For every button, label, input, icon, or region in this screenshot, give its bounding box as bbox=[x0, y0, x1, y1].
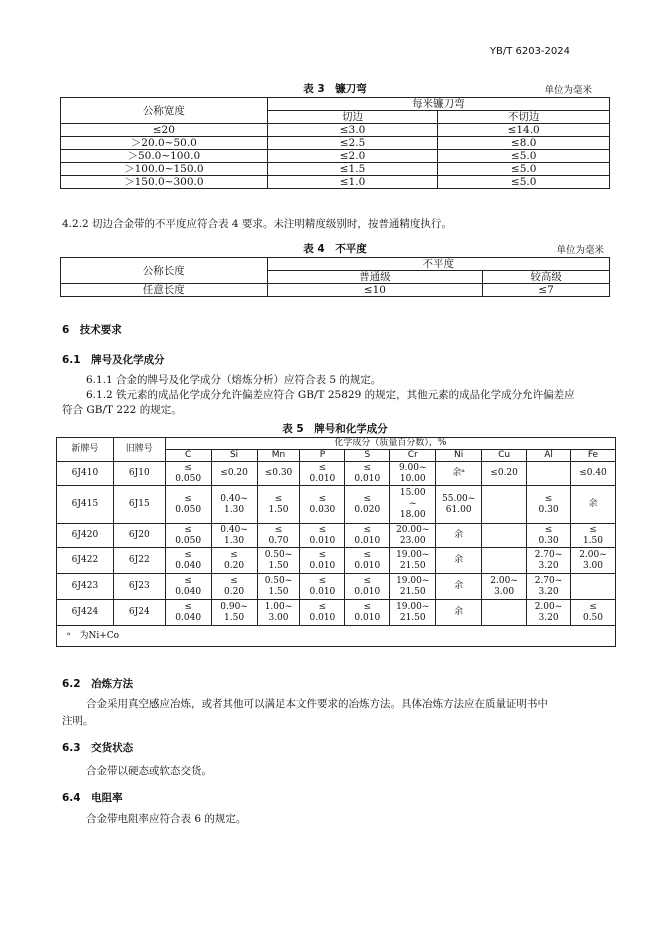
table5-cell-line: 余 bbox=[454, 530, 464, 540]
table5-cell bbox=[300, 524, 345, 548]
table3-cell: ≤20 bbox=[61, 124, 268, 137]
table3-cell: ≤3.0 bbox=[267, 124, 438, 137]
table5-cell bbox=[165, 462, 211, 486]
table-row bbox=[57, 524, 616, 548]
table5-element-header: Fe bbox=[570, 450, 615, 462]
table5-cell-line: ≤ bbox=[230, 575, 238, 586]
table5-cell-line: 3.00 bbox=[494, 586, 515, 597]
table5-cell-line: ≤ bbox=[184, 462, 192, 473]
table5-cell bbox=[570, 574, 615, 600]
table-row bbox=[57, 486, 616, 524]
table5-cell-line: ≤ bbox=[363, 524, 372, 535]
table4-sub-high: 较高级 bbox=[483, 271, 610, 284]
table5-cell bbox=[390, 462, 436, 486]
table5-cell-line: 余 bbox=[454, 555, 464, 565]
table5-cell bbox=[482, 486, 527, 524]
table5-cell-line: ≤ bbox=[184, 524, 192, 535]
table5-cell bbox=[257, 574, 300, 600]
table5-old-grade bbox=[113, 524, 165, 548]
table5-cell bbox=[211, 600, 257, 626]
table5-cell bbox=[390, 548, 436, 574]
table3-cell: ＞150.0~300.0 bbox=[61, 176, 268, 189]
clause-6-1-2-line2: 符合 GB/T 222 的规定。 bbox=[62, 404, 182, 416]
table4-sub-normal: 普通级 bbox=[267, 271, 483, 284]
table5-cell bbox=[527, 600, 571, 626]
table5-cell-line: 0.010 bbox=[354, 473, 381, 484]
table4-group-header: 不平度 bbox=[267, 258, 609, 271]
section-6-3-text: 合金带以硬态或软态交货。 bbox=[86, 765, 212, 777]
table5-cell-line: 0.010 bbox=[309, 612, 336, 623]
table5-cell-line: 余 bbox=[454, 607, 464, 617]
table5-cell-line: 0.50 bbox=[582, 612, 604, 623]
table5-cell bbox=[257, 524, 300, 548]
table5-cell-line: ≤ bbox=[363, 549, 372, 560]
table5-cell-line: ≤ bbox=[318, 601, 327, 612]
table5-group-header: 化学成分（质量百分数），% bbox=[165, 438, 615, 450]
table5-cell-line: ≤ bbox=[318, 524, 327, 535]
table3-sub-cut: 切边 bbox=[267, 111, 438, 124]
table5-cell-line: 0.30 bbox=[538, 504, 559, 515]
table3-col-width-header: 公称宽度 bbox=[61, 98, 268, 124]
table5-cell-text: 6J24 bbox=[128, 607, 150, 617]
table5-cell bbox=[570, 524, 615, 548]
table5-cell-line: ≤ bbox=[318, 493, 327, 504]
table3-unit: 单位为毫米 bbox=[544, 85, 592, 96]
table5-cell-text: 6J23 bbox=[128, 581, 150, 591]
table5-cell-line: 3.20 bbox=[538, 560, 559, 571]
section-6-1-heading: 6.1 牌号及化学成分 bbox=[62, 354, 165, 366]
table5-cell-line: 0.010 bbox=[354, 612, 381, 623]
table3-group-header: 每米镰刀弯 bbox=[267, 98, 609, 111]
table5-cell-text: 6J415 bbox=[71, 499, 99, 509]
table5-cell bbox=[482, 524, 527, 548]
table5-cell bbox=[345, 524, 390, 548]
table5-cell-text: 6J15 bbox=[128, 499, 150, 509]
table5-cell-line: 61.00 bbox=[445, 504, 472, 515]
table5-cell-line: ≤ bbox=[184, 575, 192, 586]
table5-cell bbox=[436, 486, 482, 524]
table5-cell-line: ~ bbox=[408, 499, 417, 509]
section-6-4-text: 合金带电阻率应符合表 6 的规定。 bbox=[86, 813, 247, 825]
table5-cell bbox=[482, 462, 527, 486]
table5-cell-text: 6J20 bbox=[128, 530, 150, 540]
table5-cell-line: 0.040 bbox=[175, 560, 202, 571]
table5-cell-line: 1.50 bbox=[582, 535, 604, 546]
table4 bbox=[60, 257, 610, 297]
table5-cell bbox=[300, 548, 345, 574]
table5-cell bbox=[211, 462, 257, 486]
table5-element-header: Si bbox=[211, 450, 257, 462]
table5-cell bbox=[570, 600, 615, 626]
table5-footnote: ᵃ 为Ni+Co bbox=[57, 626, 616, 647]
table5-cell bbox=[436, 462, 482, 486]
table5-cell-line: 21.50 bbox=[399, 560, 426, 571]
table3-cell: ≤14.0 bbox=[438, 124, 610, 137]
table5-cell-line: 10.00 bbox=[399, 473, 426, 484]
table5-cell-line: 0.040 bbox=[175, 586, 202, 597]
table5-cell-line: 0.040 bbox=[175, 612, 202, 623]
table5-cell-line: 2.00~ bbox=[490, 575, 518, 586]
table5-cell bbox=[257, 600, 300, 626]
clause-4-2-2: 4.2.2 切边合金带的不平度应符合表 4 要求。未注明精度级别时，按普通精度执行。 bbox=[62, 218, 452, 230]
table5-cell-line: 0.050 bbox=[175, 535, 202, 546]
table5-element-header: Cu bbox=[482, 450, 527, 462]
table5-cell bbox=[257, 486, 300, 524]
table5-cell-line: ≤ bbox=[363, 462, 372, 473]
table5-cell bbox=[527, 524, 571, 548]
table5-cell-line: 0.030 bbox=[309, 504, 336, 515]
table5-cell-line: 0.50~ bbox=[264, 575, 293, 586]
table5-cell-line: ≤ bbox=[589, 601, 597, 612]
table5-cell-line: ≤ bbox=[544, 493, 553, 504]
table4-cell: ≤7 bbox=[483, 284, 610, 297]
table5-cell-line: 0.050 bbox=[175, 504, 202, 515]
table5-cell bbox=[436, 524, 482, 548]
table5-cell bbox=[165, 548, 211, 574]
table3-caption: 表 3 镰刀弯 bbox=[303, 83, 367, 95]
table5-cell bbox=[165, 600, 211, 626]
table5-element-header: C bbox=[165, 450, 211, 462]
table5-cell-line: 0.050 bbox=[175, 473, 202, 484]
table5-cell bbox=[570, 486, 615, 524]
section-6-4-heading: 6.4 电阻率 bbox=[62, 792, 123, 804]
table5-cell-line: 0.010 bbox=[354, 535, 381, 546]
table5-cell bbox=[390, 600, 436, 626]
table5-old-grade bbox=[113, 548, 165, 574]
table5-cell bbox=[300, 486, 345, 524]
table5-cell-line: 20.00~ bbox=[396, 524, 430, 535]
document-code: YB/T 6203-2024 bbox=[489, 46, 570, 57]
table5-cell-text: 6J422 bbox=[71, 555, 99, 565]
section-6-2-text-line1: 合金采用真空感应冶炼，或者其他可以满足本文件要求的冶炼方法。具体冶炼方法应在质量证明书中 bbox=[86, 698, 548, 710]
table5-cell-line: 1.50 bbox=[224, 612, 245, 623]
table5-cell-line: 0.010 bbox=[309, 586, 336, 597]
table5-new-grade bbox=[57, 548, 114, 574]
table5-cell bbox=[345, 574, 390, 600]
table3-cell: ≤1.0 bbox=[267, 176, 438, 189]
table5 bbox=[56, 437, 616, 647]
table5-cell bbox=[300, 574, 345, 600]
table5-cell bbox=[165, 486, 211, 524]
table5-cell-line: 0.010 bbox=[354, 560, 381, 571]
table5-cell-line: ≤ bbox=[184, 493, 192, 504]
table3-cell: ≤1.5 bbox=[267, 163, 438, 176]
table5-new-grade bbox=[57, 462, 114, 486]
table-row bbox=[57, 574, 616, 600]
table3-cell: ≤5.0 bbox=[438, 163, 610, 176]
table5-cell bbox=[390, 574, 436, 600]
table3-cell: ≤5.0 bbox=[438, 150, 610, 163]
table5-cell-line: 1.50 bbox=[268, 560, 289, 571]
table5-col-new: 新牌号 bbox=[57, 438, 114, 462]
table5-cell-line: ≤ bbox=[184, 601, 192, 612]
table5-cell bbox=[211, 486, 257, 524]
table5-element-header: Ni bbox=[436, 450, 482, 462]
table5-cell-line: 0.40~ bbox=[220, 524, 248, 535]
table5-cell-line: 3.20 bbox=[538, 586, 559, 597]
table5-old-grade bbox=[113, 462, 165, 486]
table5-cell-line: 1.30 bbox=[224, 535, 245, 546]
table5-cell bbox=[570, 548, 615, 574]
table3-sub-uncut: 不切边 bbox=[438, 111, 610, 124]
table5-cell-line: 0.010 bbox=[309, 560, 336, 571]
table5-cell bbox=[300, 462, 345, 486]
table5-cell bbox=[527, 574, 571, 600]
table5-cell-line: 2.00~ bbox=[579, 549, 607, 560]
table4-col-length-header: 公称长度 bbox=[61, 258, 268, 284]
table5-cell bbox=[211, 548, 257, 574]
section-6-heading: 6 技术要求 bbox=[62, 324, 122, 336]
table5-cell bbox=[300, 600, 345, 626]
table5-new-grade bbox=[57, 524, 114, 548]
table5-cell-line: ≤ bbox=[318, 575, 327, 586]
table5-cell bbox=[211, 524, 257, 548]
table5-cell-line: 余 bbox=[588, 499, 598, 509]
table5-cell-line: 3.00 bbox=[268, 612, 289, 623]
table5-cell-line: 0.90~ bbox=[220, 601, 248, 612]
table5-cell-text: 6J423 bbox=[71, 581, 99, 591]
table5-cell-line: 3.20 bbox=[538, 612, 559, 623]
table-row bbox=[61, 124, 610, 137]
table5-cell bbox=[482, 574, 527, 600]
table5-cell-text: 6J424 bbox=[71, 607, 99, 617]
table5-cell bbox=[257, 462, 300, 486]
section-6-2-text-line2: 注明。 bbox=[62, 715, 94, 727]
table5-cell-line: ≤ bbox=[274, 493, 283, 504]
table5-cell bbox=[436, 548, 482, 574]
table5-cell bbox=[165, 574, 211, 600]
table5-element-header: Mn bbox=[257, 450, 300, 462]
table5-new-grade bbox=[57, 486, 114, 524]
table5-cell-line: 19.00~ bbox=[396, 575, 430, 586]
table4-unit: 单位为毫米 bbox=[556, 245, 604, 256]
table5-cell-line: ≤ bbox=[184, 549, 192, 560]
table5-cell-line: 余 bbox=[454, 581, 464, 591]
table5-old-grade bbox=[113, 600, 165, 626]
table5-cell bbox=[390, 524, 436, 548]
table5-cell bbox=[570, 462, 615, 486]
table5-cell bbox=[527, 486, 571, 524]
table5-element-header: P bbox=[300, 450, 345, 462]
table5-cell bbox=[257, 548, 300, 574]
table5-cell-line: 0.70 bbox=[268, 535, 289, 546]
table5-old-grade bbox=[113, 486, 165, 524]
table5-cell-line: ≤ bbox=[230, 549, 238, 560]
table5-cell bbox=[345, 600, 390, 626]
table5-new-grade bbox=[57, 600, 114, 626]
table-row bbox=[61, 176, 610, 189]
table5-cell bbox=[436, 574, 482, 600]
table5-col-old: 旧牌号 bbox=[113, 438, 165, 462]
table5-cell-line: 55.00~ bbox=[442, 493, 476, 504]
section-6-2-heading: 6.2 冶炼方法 bbox=[62, 678, 134, 690]
table5-cell bbox=[527, 548, 571, 574]
table-row bbox=[61, 163, 610, 176]
table5-element-header: Cr bbox=[390, 450, 436, 462]
table5-cell-text: 6J420 bbox=[71, 530, 99, 540]
table5-cell bbox=[165, 524, 211, 548]
table5-cell-line: 0.50~ bbox=[264, 549, 293, 560]
table5-cell bbox=[345, 486, 390, 524]
table5-cell-line: ≤ bbox=[589, 524, 597, 535]
table5-cell-line: ≤ bbox=[544, 524, 553, 535]
table3-cell: ≤2.0 bbox=[267, 150, 438, 163]
table5-cell-line: 1.50 bbox=[268, 586, 289, 597]
table3-cell: ＞100.0~150.0 bbox=[61, 163, 268, 176]
table5-cell-line: 0.20 bbox=[224, 586, 245, 597]
table5-cell bbox=[482, 600, 527, 626]
table5-cell-line: 3.00 bbox=[582, 560, 604, 571]
table4-cell: 任意长度 bbox=[61, 284, 268, 297]
table5-cell-line: 0.40~ bbox=[220, 493, 248, 504]
table5-cell-line: 2.70~ bbox=[534, 575, 563, 586]
table5-caption: 表 5 牌号和化学成分 bbox=[282, 423, 388, 435]
clause-6-1-2-line1: 6.1.2 铁元素的成品化学成分允许偏差应符合 GB/T 25829 的规定，其他元素的成品化学成分允许偏差应 bbox=[86, 389, 575, 401]
table5-cell-line: 0.010 bbox=[354, 586, 381, 597]
table5-new-grade bbox=[57, 574, 114, 600]
table5-cell-line: 19.00~ bbox=[396, 549, 430, 560]
table5-cell bbox=[482, 548, 527, 574]
clause-6-1-1: 6.1.1 合金的牌号及化学成分（熔炼分析）应符合表 5 的规定。 bbox=[86, 374, 382, 386]
table5-element-header: Al bbox=[527, 450, 571, 462]
table5-cell-line: 2.00~ bbox=[534, 601, 563, 612]
table5-cell-line: 2.70~ bbox=[534, 549, 563, 560]
table3-cell: ≤8.0 bbox=[438, 137, 610, 150]
table5-cell-line: 0.020 bbox=[354, 504, 381, 515]
table5-cell-line: 1.50 bbox=[268, 504, 289, 515]
table4-caption: 表 4 不平度 bbox=[303, 243, 367, 255]
table5-cell bbox=[527, 462, 571, 486]
table5-cell-line: ≤ bbox=[318, 462, 327, 473]
table-row bbox=[57, 600, 616, 626]
table3-cell: ≤5.0 bbox=[438, 176, 610, 189]
table3-cell: ≤2.5 bbox=[267, 137, 438, 150]
table5-old-grade bbox=[113, 574, 165, 600]
table5-cell-line: 0.30 bbox=[538, 535, 559, 546]
table5-cell-line: 1.00~ bbox=[264, 601, 293, 612]
table5-cell-line: ≤ bbox=[274, 524, 283, 535]
table5-cell-line: ≤0.20 bbox=[490, 468, 518, 478]
table5-cell-line: ≤ bbox=[363, 601, 372, 612]
table5-cell-line: ≤0.40 bbox=[579, 468, 607, 478]
table5-cell-line: ≤ bbox=[363, 575, 372, 586]
table5-cell-text: 6J22 bbox=[128, 555, 150, 565]
table5-cell-line: ≤ bbox=[318, 549, 327, 560]
table5-cell-line: ≤0.20 bbox=[220, 468, 248, 478]
table-row bbox=[61, 137, 610, 150]
table5-cell-line: 19.00~ bbox=[396, 601, 430, 612]
table3 bbox=[60, 97, 610, 189]
table5-cell-line: 0.20 bbox=[224, 560, 245, 571]
table-row bbox=[61, 150, 610, 163]
table4-cell: ≤10 bbox=[267, 284, 483, 297]
table5-cell-line: 0.010 bbox=[309, 535, 336, 546]
table-row bbox=[57, 548, 616, 574]
table5-cell-line: ≤ bbox=[363, 493, 372, 504]
table5-cell-line: ≤0.30 bbox=[264, 468, 293, 478]
table5-cell bbox=[345, 462, 390, 486]
section-6-3-heading: 6.3 交货状态 bbox=[62, 742, 134, 754]
table5-element-header: S bbox=[345, 450, 390, 462]
table-row bbox=[61, 284, 610, 297]
table3-cell: ＞50.0~100.0 bbox=[61, 150, 268, 163]
table5-cell-line: 0.010 bbox=[309, 473, 336, 484]
table-row bbox=[57, 462, 616, 486]
table5-cell-line: 23.00 bbox=[399, 535, 426, 546]
table5-cell-line: 1.30 bbox=[224, 504, 245, 515]
table5-cell-line: 15.00 bbox=[399, 488, 426, 498]
table5-cell bbox=[211, 574, 257, 600]
table3-cell: ＞20.0~50.0 bbox=[61, 137, 268, 150]
table5-cell bbox=[390, 486, 436, 524]
table5-cell-line: 21.50 bbox=[399, 612, 426, 623]
table5-cell-line: 余ᵃ bbox=[452, 468, 465, 478]
table5-cell-line: 18.00 bbox=[399, 510, 426, 520]
table5-cell bbox=[345, 548, 390, 574]
table5-cell-line: 9.00~ bbox=[398, 462, 427, 473]
table5-cell-text: 6J10 bbox=[128, 468, 150, 478]
table5-cell bbox=[436, 600, 482, 626]
table5-cell-line: 21.50 bbox=[399, 586, 426, 597]
table5-cell-text: 6J410 bbox=[71, 468, 99, 478]
